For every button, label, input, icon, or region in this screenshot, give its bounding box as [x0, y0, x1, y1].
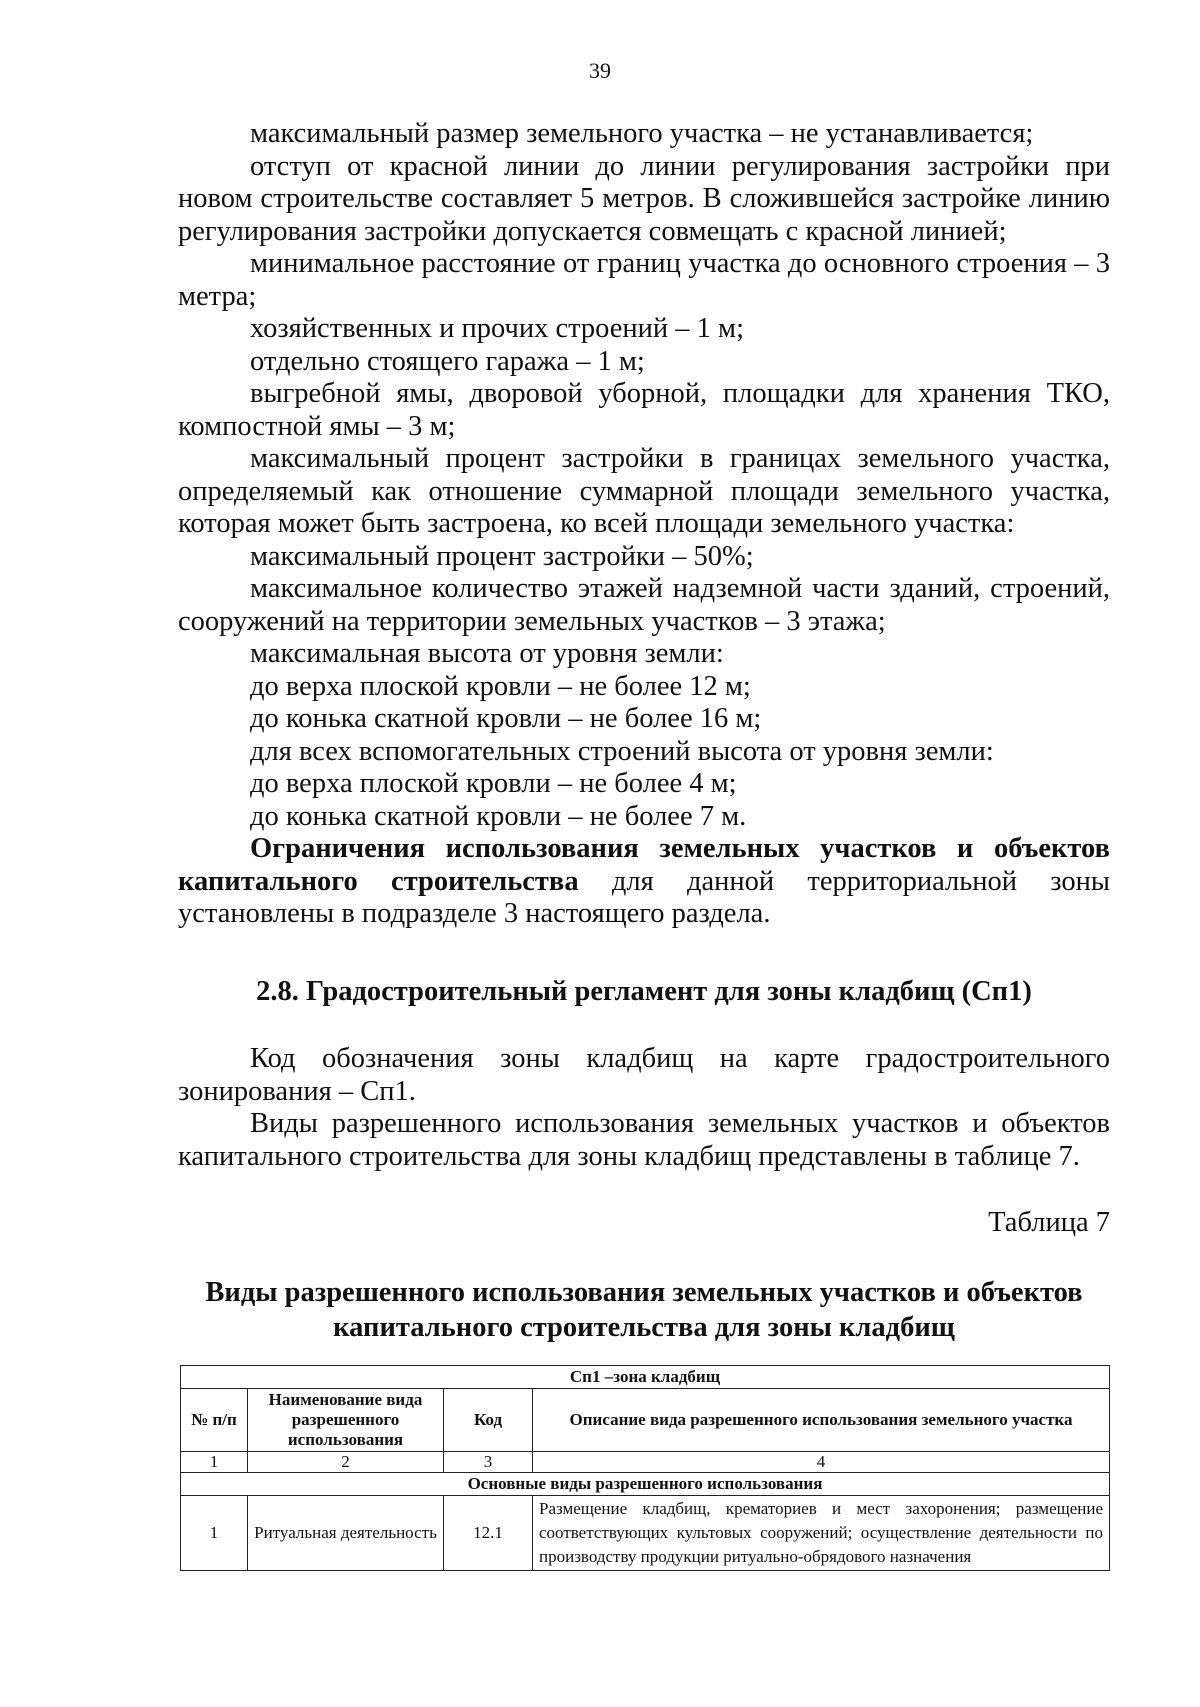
index-cell: 4	[533, 1452, 1110, 1473]
paragraph: хозяйственных и прочих строений – 1 м;	[250, 313, 744, 344]
row-code: 12.1	[444, 1496, 533, 1571]
table-row	[181, 1496, 1110, 1571]
paragraph: максимальное количество этажей надземной части зданий, строений, сооружений на территории земельных участков – 3 этажа;	[178, 573, 1110, 637]
paragraph: максимальная высота от уровня земли:	[250, 638, 724, 669]
zone-caption: Сп1 –зона кладбищ	[181, 1366, 1110, 1389]
paragraph: максимальный процент застройки – 50%;	[250, 540, 754, 572]
row-name: Ритуальная деятельность	[248, 1496, 444, 1571]
header-name: Наименование вида разрешенного использования	[248, 1389, 444, 1452]
paragraph: Виды разрешенного использования земельных участков и объектов капитального строительства для зоны кладбищ представлены в таблице 7.	[178, 1108, 1110, 1172]
paragraph: максимальный размер земельного участка – не устанавливается;	[250, 118, 1034, 149]
paragraph: до конька скатной кровли – не более 16 м;	[250, 703, 762, 734]
header-code: Код	[444, 1389, 533, 1452]
paragraph: до верха плоской кровли – не более 12 м;	[250, 670, 751, 702]
paragraph: максимальный процент застройки в границах земельного участка, определяемый как отношение суммарной площади земельного участка, которая может быть застроена, ко всей площади земельного участка:	[178, 443, 1110, 539]
paragraph: выгребной ямы, дворовой уборной, площадки для хранения ТКО, компостной ямы – 3 м;	[178, 378, 1110, 442]
regulation-text	[178, 118, 1110, 931]
table-label: Таблица 7	[988, 1207, 1110, 1238]
group-main-uses: Основные виды разрешенного использования	[181, 1473, 1110, 1496]
header-num: № п/п	[181, 1389, 248, 1452]
table-title: Виды разрешенного использования земельных участков и объектов капитального строительства для зоны кладбищ	[205, 1277, 1083, 1343]
paragraph: до конька скатной кровли – не более 7 м.	[250, 800, 747, 832]
header-description: Описание вида разрешенного использования земельного участка	[533, 1389, 1110, 1452]
page-number: 39	[589, 58, 611, 83]
row-description: Размещение кладбищ, крематориев и мест захоронения; размещение соответствующих культовых сооружений; осуществление деятельности по производству продукции ритуально-обрядового назначения	[533, 1496, 1110, 1571]
paragraph: для всех вспомогательных строений высота от уровня земли:	[250, 735, 994, 767]
paragraph: до верха плоской кровли – не более 4 м;	[250, 768, 737, 799]
paragraph: Код обозначения зоны кладбищ на карте градостроительного зонирования – Сп1.	[178, 1043, 1110, 1107]
index-cell: 2	[248, 1452, 444, 1473]
row-num: 1	[181, 1496, 248, 1571]
index-cell: 1	[181, 1452, 248, 1473]
paragraph: отступ от красной линии до линии регулирования застройки при новом строительстве составляет 5 метров. В сложившейся застройке линию регулирования застройки допускается совмещать с красной линией;	[178, 150, 1110, 247]
permitted-use-table	[180, 1365, 1110, 1571]
paragraph: минимальное расстояние от границ участка до основного строения – 3 метра;	[178, 248, 1110, 312]
restrictions-bold-text: Ограничения использования земельных участков и объектов капитального строительства	[178, 833, 1110, 897]
restrictions-paragraph	[178, 833, 1110, 931]
restrictions-text: для данной территориальной зоны установлены в подразделе 3 настоящего раздела.	[178, 865, 1110, 929]
paragraph: отдельно стоящего гаража – 1 м;	[250, 345, 645, 377]
section-heading: 2.8. Градостроительный регламент для зоны кладбищ (Сп1)	[256, 976, 1032, 1007]
section-intro	[178, 1043, 1110, 1173]
index-cell: 3	[444, 1452, 533, 1473]
